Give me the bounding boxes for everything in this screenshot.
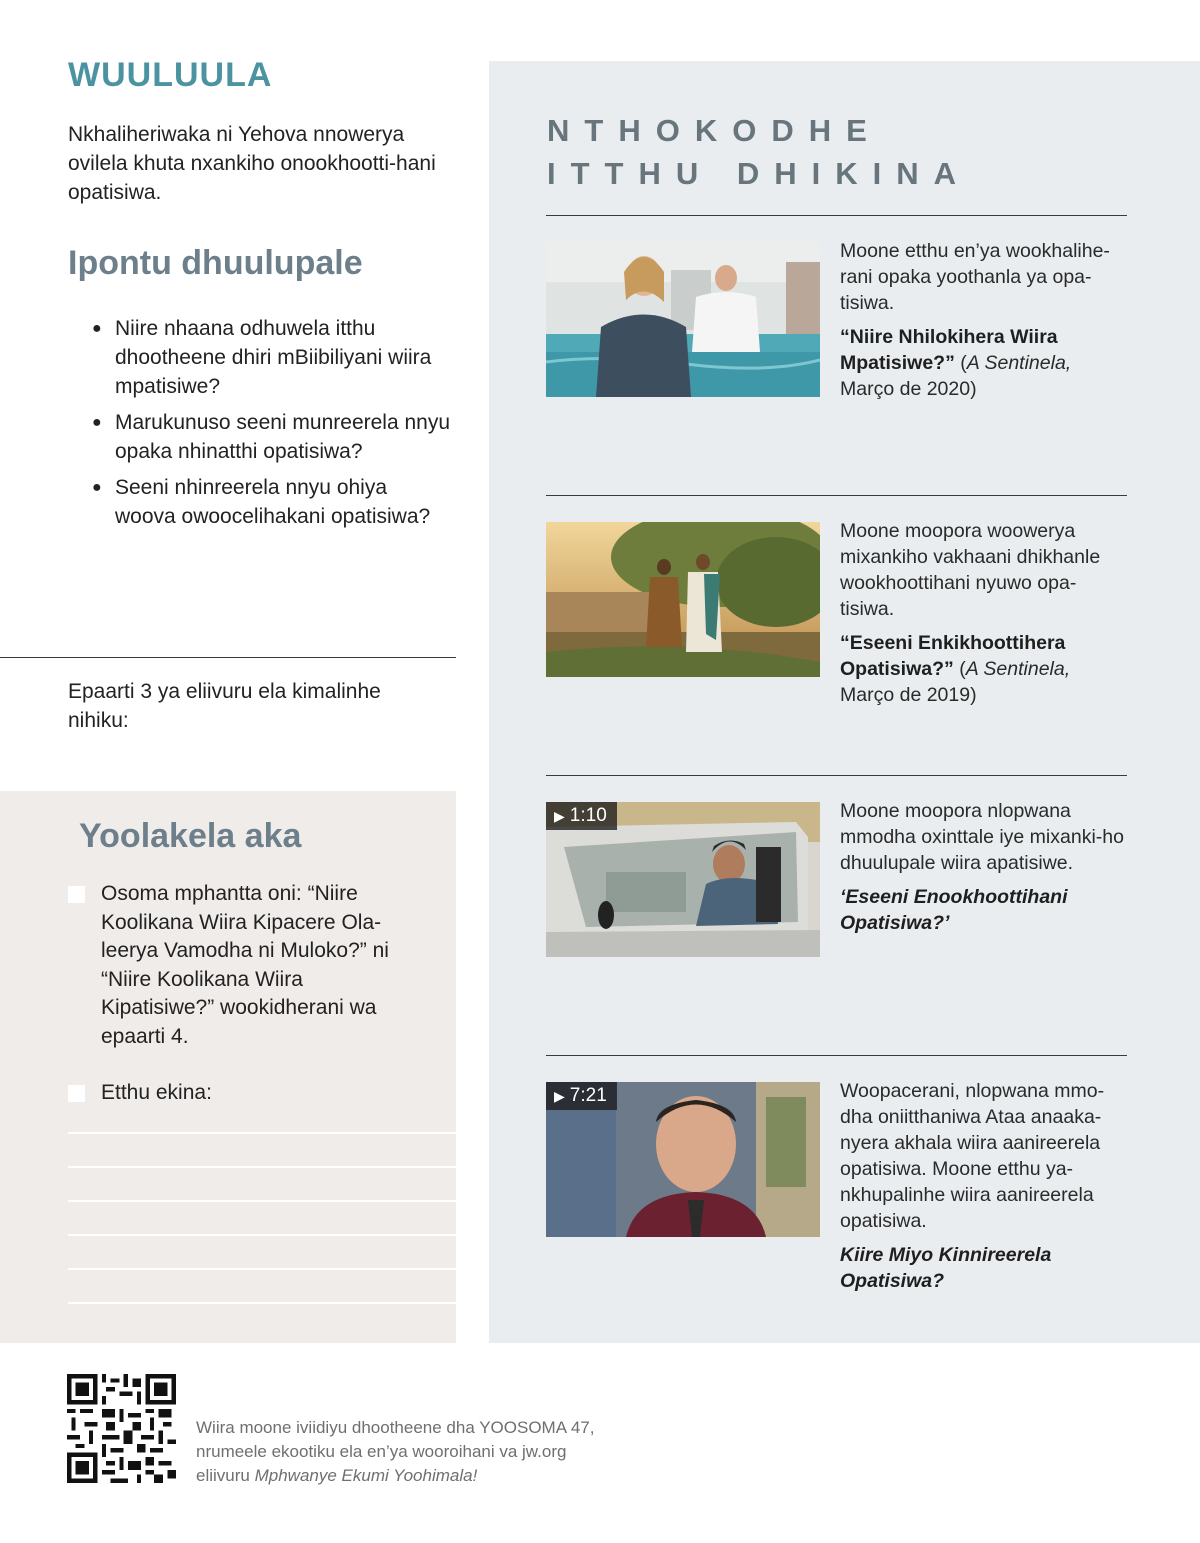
article-2-link[interactable]: “Eseeni Enkikhoottihera Opatisiwa?” — [840, 632, 1066, 680]
baptism-image — [546, 242, 820, 397]
list-item — [92, 408, 452, 466]
writing-line — [68, 1234, 456, 1236]
video-2-source — [840, 1242, 1125, 1294]
article-1-source: “Niire Nhilokihera Wiira Mpatisiwe?” (A Sentinela, Março de 2020) — [840, 326, 1072, 400]
video-1-desc: Moone moopora nlopwana mmodha oxinttale iye mixanki-ho dhuulupale wiira apatisiwe. — [840, 800, 1124, 874]
article-1-publication: A Sentinela, — [966, 352, 1072, 374]
bullet-icon: ● — [92, 414, 102, 431]
article-1-text — [840, 238, 1125, 402]
ipontu-heading: Ipontu dhuulupale — [68, 244, 363, 282]
goal-checkbox-2[interactable] — [68, 1085, 85, 1102]
explore-heading — [547, 109, 971, 195]
divider — [546, 1055, 1127, 1056]
explore-heading-line2: ITTHU DHIKINA — [547, 156, 972, 191]
play-icon: ▶ — [554, 1088, 565, 1104]
article-2-source: “Eseeni Enkikhoottihera Opatisiwa?” (A Sentinela, Março de 2019) — [840, 632, 1071, 706]
article-2-date: Março de 2019) — [840, 684, 977, 706]
divider — [546, 775, 1127, 776]
video-2-desc: Woopacerani, nlopwana mmo-dha oniitthaniwa Ataa anaaka-nyera akhala wiira aanireerela opatisiwa. Moone etthu ya-nkhupalinhe wiira aanireerela opatisiwa. — [840, 1080, 1105, 1232]
play-icon: ▶ — [554, 808, 565, 824]
goals-box — [0, 791, 456, 1343]
goals-heading: Yoolakela aka — [79, 817, 302, 855]
footer-line-1: Wiira moone iviidiyu dhootheene dha YOOSOMA 47, — [196, 1418, 595, 1437]
duration-badge — [546, 802, 617, 830]
article-2-publication: A Sentinela, — [965, 658, 1071, 680]
article-2-desc: Moone moopora woowerya mixankiho vakhaani dhikhanle wookhoottihani nyuwo opa-tisiwa. — [840, 520, 1101, 620]
article-thumbnail-ethiopian[interactable] — [546, 522, 820, 677]
writing-line — [68, 1302, 456, 1304]
writing-line — [68, 1166, 456, 1168]
divider — [546, 215, 1127, 216]
painting-image — [546, 522, 820, 677]
bullet-icon: ● — [92, 479, 102, 496]
video-duration: 1:10 — [569, 805, 607, 826]
article-1-date: Março de 2020) — [840, 378, 977, 400]
wuuluula-label: WUULUULA — [68, 56, 273, 94]
goal-text-1: Osoma mphantta oni: “Niire Koolikana Wiira Kipacere Ola-leerya Vamodha ni Muloko?” ni “Niire Koolikana Wiira Kipatisiwe?” wookidherani wa epaarti 4. — [101, 882, 389, 1048]
book-title: Mphwanye Ekumi Yoohimala! — [254, 1466, 478, 1485]
video-1-link[interactable]: ‘Eseeni Enookhoottihani Opatisiwa?’ — [840, 886, 1068, 934]
article-thumbnail-baptism[interactable] — [546, 242, 820, 397]
completion-note: Epaarti 3 ya eliivuru ela kimalinhe nihiku: — [68, 680, 381, 732]
video-2-text — [840, 1078, 1125, 1294]
goal-text-2: Etthu ekina: — [101, 1081, 212, 1104]
footer-line-3 — [196, 1464, 656, 1488]
writing-line — [68, 1132, 456, 1134]
video-thumbnail-interview[interactable] — [546, 1082, 820, 1237]
duration-badge — [546, 1082, 617, 1110]
bullet-text: Marukunuso seeni munreerela nnyu opaka nhinatthi opatisiwa? — [115, 411, 451, 463]
video-2-link[interactable]: Kiire Miyo Kinnireerela Opatisiwa? — [840, 1244, 1052, 1292]
goal-checkbox-1[interactable] — [68, 886, 85, 903]
bullet-text: Seeni nhinreerela nnyu ohiya woova owoocelihakani opatisiwa? — [115, 476, 431, 528]
divider — [0, 657, 456, 658]
video-1-source — [840, 884, 1125, 936]
footer-line-3-prefix: eliivuru — [196, 1466, 255, 1485]
footer-line-2: nrumeele ekootiku ela en’ya wooroihani va jw.org — [196, 1442, 567, 1461]
writing-line — [68, 1268, 456, 1270]
article-1-link[interactable]: “Niire Nhilokihera Wiira Mpatisiwe?” — [840, 326, 1058, 374]
divider — [546, 495, 1127, 496]
article-2-text — [840, 518, 1125, 708]
list-item — [92, 314, 452, 401]
video-duration: 7:21 — [569, 1085, 607, 1106]
qr-code-icon[interactable] — [67, 1374, 176, 1483]
video-thumbnail-car[interactable] — [546, 802, 820, 957]
writing-line — [68, 1200, 456, 1202]
list-item — [92, 473, 452, 531]
bullet-icon: ● — [92, 320, 102, 337]
article-1-desc: Moone etthu en’ya wookhalihe-rani opaka yoothanla ya opa-tisiwa. — [840, 240, 1110, 314]
key-points-list — [92, 314, 452, 538]
bullet-text: Niire nhaana odhuwela itthu dhootheene dhiri mBiibiliyani wiira mpatisiwe? — [115, 317, 432, 398]
explore-heading-line1: NTHOKODHE — [547, 113, 882, 148]
video-1-text — [840, 798, 1125, 936]
intro-text: Nkhaliheriwaka ni Yehova nnowerya ovilela khuta nxankiho onookhootti-hani opatisiwa. — [68, 123, 436, 204]
footer-note — [196, 1416, 656, 1488]
explore-more-panel — [489, 61, 1200, 1343]
